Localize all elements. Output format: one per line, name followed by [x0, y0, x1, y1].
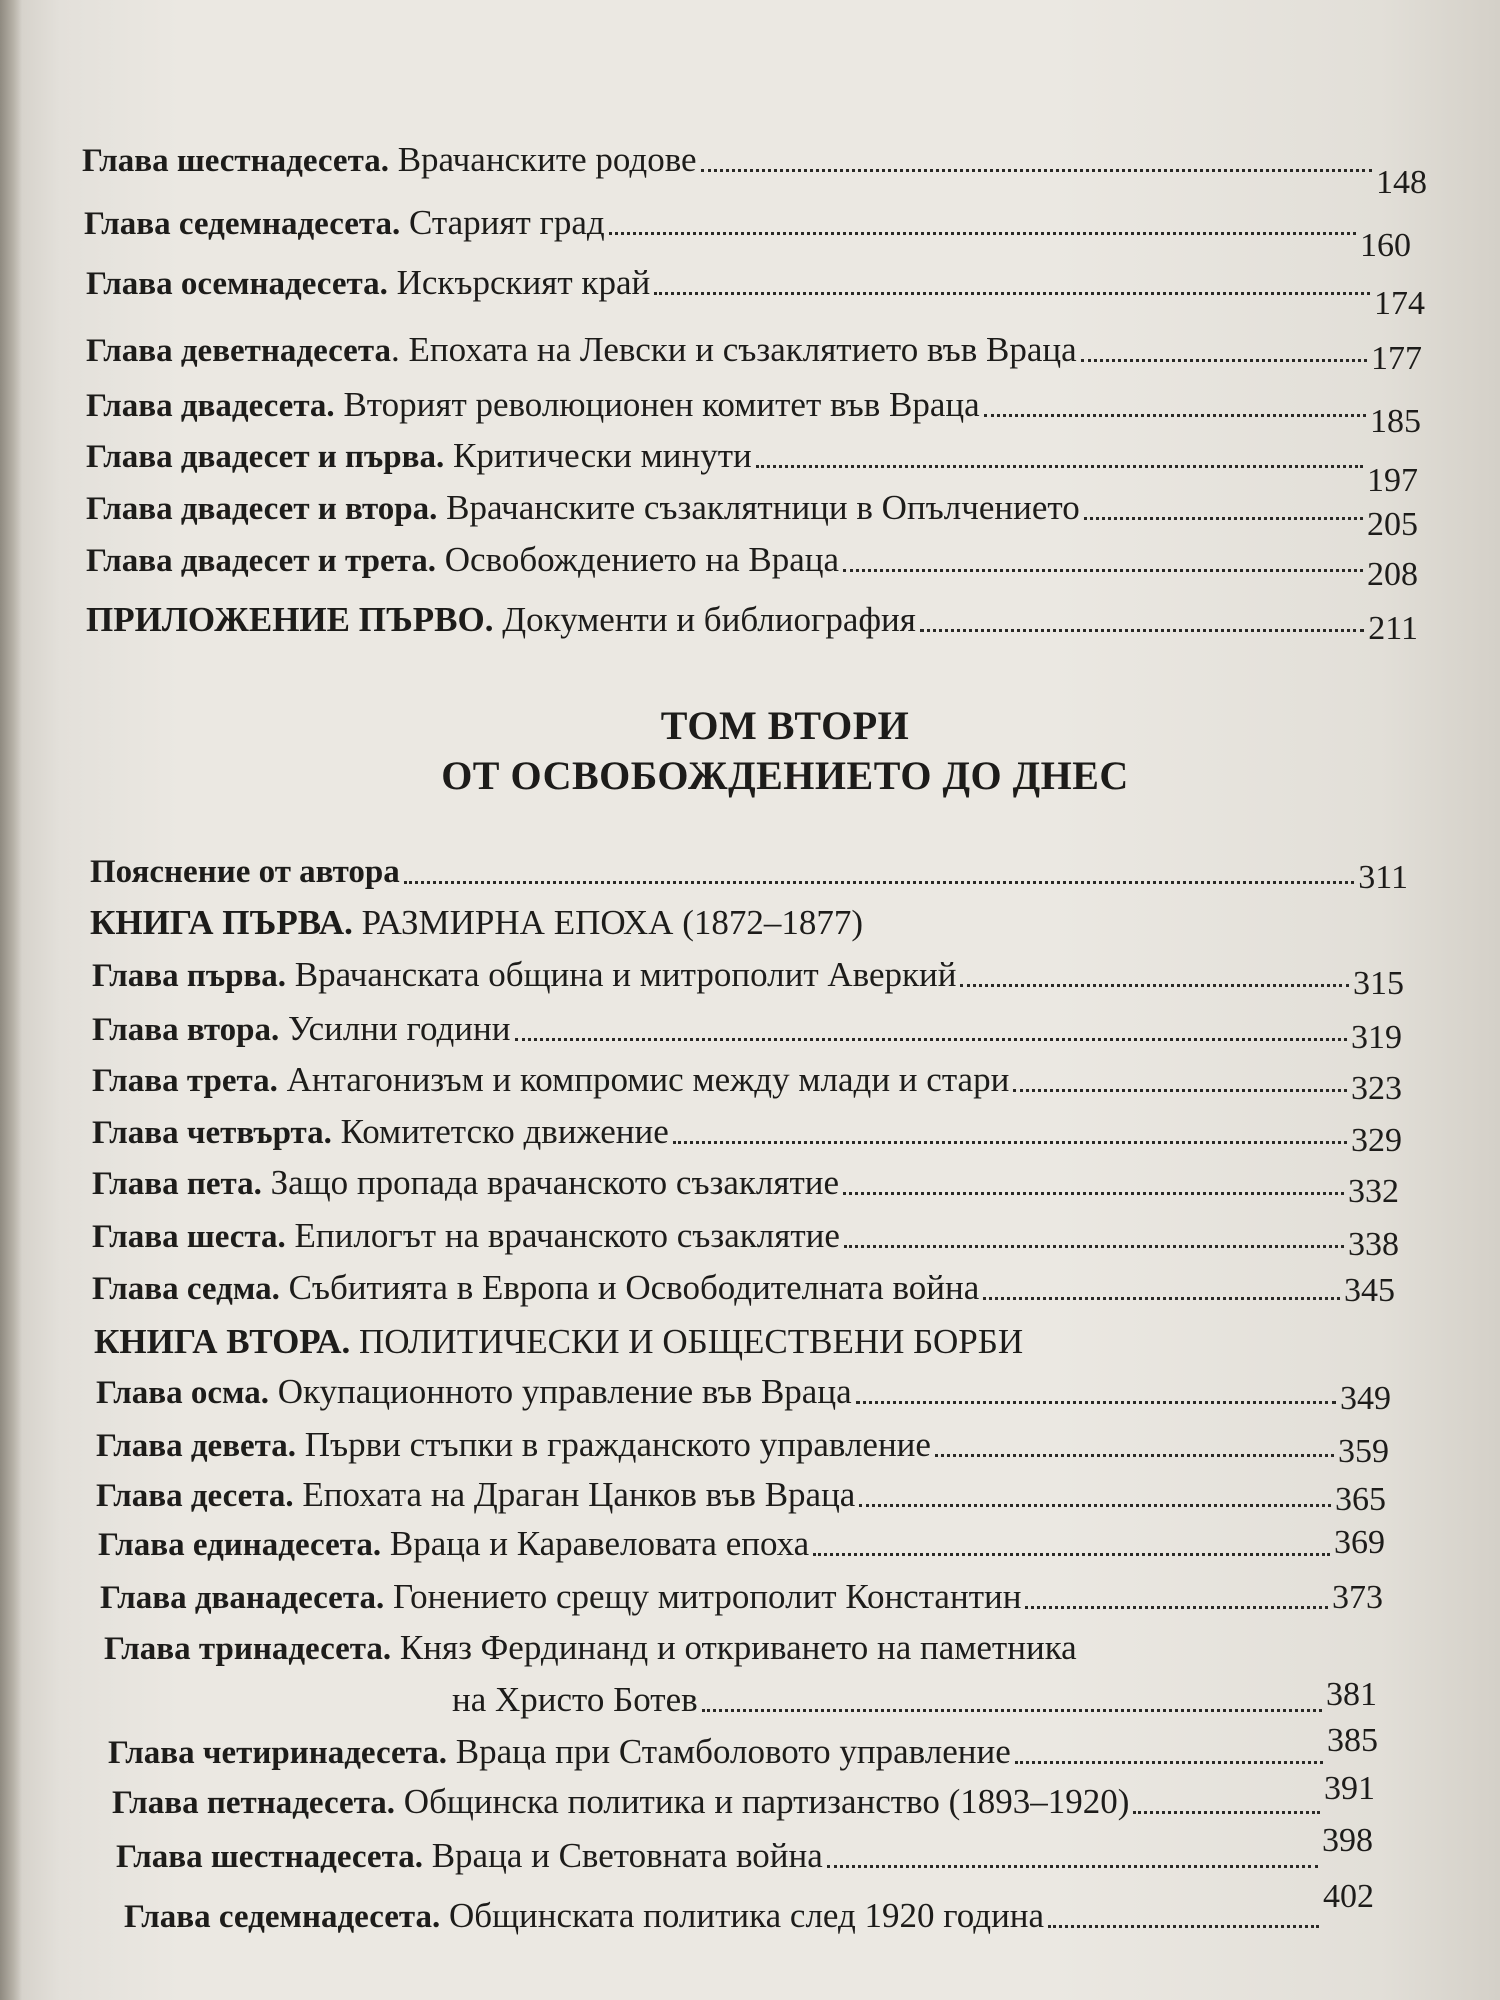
chapter-label: Глава осма. — [96, 1375, 270, 1411]
toc-entry — [92, 1009, 1402, 1056]
dot-leader — [654, 292, 1370, 295]
appendix-label: ПРИЛОЖЕНИЕ ПЪРВО. — [86, 600, 494, 639]
chapter-title: Врачанските съзаклятници в Опълчението — [446, 488, 1080, 527]
chapter-title: . Епохата на Левски и съзаклятието във Враца — [390, 330, 1077, 369]
book-heading — [94, 1322, 1023, 1362]
chapter-label: Глава шестнадесета. — [116, 1839, 423, 1875]
dot-leader — [515, 1038, 1348, 1041]
toc-entry — [104, 1628, 1284, 1669]
dot-leader — [827, 1865, 1318, 1868]
toc-entry — [82, 140, 1427, 201]
toc-entry — [86, 330, 1422, 377]
chapter-title: Враца и Каравеловата епоха — [389, 1524, 810, 1563]
chapter-title: Критически минути — [452, 436, 752, 475]
dot-leader — [844, 1245, 1344, 1248]
page-number: 174 — [1374, 285, 1425, 322]
chapter-label: Глава четвърта. — [92, 1115, 332, 1151]
toc-entry — [86, 385, 1421, 440]
chapter-label: Глава десета. — [96, 1478, 294, 1514]
volume-title: ТОМ ВТОРИ — [660, 703, 910, 748]
dot-leader — [843, 1192, 1344, 1195]
chapter-title: Окупационното управление във Враца — [277, 1372, 852, 1411]
page-number: 208 — [1367, 556, 1418, 593]
chapter-label: Глава трета. — [92, 1063, 278, 1099]
page-number: 369 — [1334, 1524, 1385, 1561]
chapter-title: Събитията в Европа и Освободителната война — [288, 1268, 980, 1307]
chapter-label: Глава първа. — [92, 958, 287, 994]
chapter-label: Глава единадесета. — [98, 1527, 382, 1563]
toc-entry — [96, 1475, 1386, 1516]
toc-entry — [92, 955, 1404, 1002]
page-number: 359 — [1338, 1433, 1389, 1470]
preface-label: Пояснение от автора — [90, 854, 400, 890]
chapter-label: Глава тринадесета. — [104, 1631, 392, 1667]
toc-entry — [96, 1372, 1391, 1417]
page-number: 398 — [1322, 1822, 1373, 1859]
toc-entry — [92, 1216, 1399, 1263]
toc-entry — [92, 1268, 1395, 1309]
page-number: 329 — [1351, 1122, 1402, 1159]
dot-leader — [1081, 359, 1367, 362]
page-number: 315 — [1353, 965, 1404, 1002]
page-number: 185 — [1370, 403, 1421, 440]
chapter-label: Глава двадесет и първа. — [86, 439, 445, 475]
page-number: 148 — [1376, 164, 1427, 201]
chapter-title: Гонението срещу митрополит Константин — [392, 1577, 1022, 1616]
chapter-label: Глава четиринадесета. — [108, 1735, 448, 1771]
page-number: 345 — [1344, 1272, 1395, 1309]
page-number: 319 — [1351, 1019, 1402, 1056]
toc-entry — [108, 1722, 1378, 1773]
dot-leader — [859, 1504, 1331, 1507]
page-number: 373 — [1332, 1579, 1383, 1616]
page-number: 160 — [1360, 227, 1411, 264]
toc-entry — [92, 1163, 1399, 1210]
chapter-title: Старият град — [409, 203, 605, 242]
dot-leader — [673, 1141, 1347, 1144]
book-label: КНИГА ПЪРВА. — [90, 903, 353, 942]
page-number: 205 — [1367, 506, 1418, 543]
dot-leader — [756, 465, 1363, 468]
dot-leader — [1084, 517, 1363, 520]
chapter-label: Глава петнадесета. — [112, 1785, 396, 1821]
dot-leader — [404, 881, 1354, 884]
chapter-label: Глава дванадесета. — [100, 1580, 385, 1616]
toc-entry — [92, 1112, 1402, 1159]
toc-entry — [86, 540, 1418, 593]
chapter-label: Глава шестнадесета. — [82, 143, 389, 179]
dot-leader — [983, 1297, 1340, 1300]
page-number: 311 — [1358, 859, 1408, 896]
chapter-label: Глава девета. — [96, 1428, 297, 1464]
page-number: 211 — [1368, 610, 1418, 647]
dot-leader — [702, 1709, 1322, 1712]
toc-entry — [124, 1878, 1374, 1937]
dot-leader — [1133, 1811, 1320, 1814]
chapter-title: Враца при Стамболовото управление — [455, 1732, 1011, 1771]
toc-entry — [84, 203, 1411, 264]
chapter-label: Глава шеста. — [92, 1219, 286, 1255]
chapter-title: Антагонизъм и компромис между млади и стари — [286, 1060, 1010, 1099]
chapter-title: Врачанските родове — [397, 140, 697, 179]
chapter-label: Глава седемнадесета. — [84, 206, 401, 242]
toc-entry — [98, 1524, 1385, 1565]
toc-entry — [86, 600, 1418, 647]
dot-leader — [1015, 1761, 1323, 1764]
book-title: ПОЛИТИЧЕСКИ И ОБЩЕСТВЕНИ БОРБИ — [358, 1322, 1024, 1361]
dot-leader — [701, 169, 1372, 172]
dot-leader — [920, 629, 1364, 632]
page-number: 323 — [1351, 1070, 1402, 1107]
page-number: 349 — [1340, 1380, 1391, 1417]
toc-entry — [100, 1577, 1383, 1618]
toc-entry — [116, 1822, 1373, 1877]
chapter-title: Първи стъпки в гражданското управление — [304, 1425, 931, 1464]
book-heading — [90, 903, 863, 943]
toc-entry — [92, 1060, 1402, 1107]
toc-entry — [86, 263, 1425, 322]
chapter-label: Глава двадесета. — [86, 388, 335, 424]
toc-entry — [96, 1425, 1389, 1470]
chapter-title: Епохата на Драган Цанков във Враца — [302, 1475, 856, 1514]
chapter-label: Глава двадесет и трета. — [86, 543, 437, 579]
chapter-label: Глава седма. — [92, 1271, 280, 1307]
chapter-title: Враца и Световната война — [431, 1836, 823, 1875]
dot-leader — [960, 984, 1349, 987]
page-number: 381 — [1326, 1676, 1377, 1713]
chapter-title: Защо пропада врачанското съзаклятие — [270, 1163, 840, 1202]
page-number: 177 — [1371, 340, 1422, 377]
chapter-label: Глава деветнадесета — [86, 333, 391, 369]
dot-leader — [1048, 1925, 1319, 1928]
page-number: 332 — [1348, 1173, 1399, 1210]
dot-leader — [813, 1553, 1330, 1556]
page-number: 402 — [1323, 1878, 1374, 1915]
volume-subtitle: ОТ ОСВОБОЖДЕНИЕТО ДО ДНЕС — [441, 753, 1129, 798]
chapter-title: Общинска политика и партизанство (1893–1920) — [403, 1782, 1130, 1821]
page-number: 391 — [1324, 1770, 1375, 1807]
book-title: РАЗМИРНА ЕПОХА (1872–1877) — [361, 903, 864, 942]
chapter-title: Общинската политика след 1920 година — [449, 1896, 1045, 1935]
chapter-title: Врачанската община и митрополит Аверкий — [294, 955, 957, 994]
page-number: 385 — [1327, 1722, 1378, 1759]
appendix-title: Документи и библиография — [502, 600, 916, 639]
chapter-title: Княз Фердинанд и откриването на паметника — [399, 1628, 1077, 1667]
toc-entry — [86, 436, 1418, 499]
chapter-title: Усилни години — [288, 1009, 511, 1048]
dot-leader — [935, 1454, 1334, 1457]
chapter-label: Глава втора. — [92, 1012, 280, 1048]
chapter-label: Глава пета. — [92, 1166, 262, 1202]
page-number: 197 — [1367, 462, 1418, 499]
toc-entry-continuation — [452, 1676, 1377, 1721]
chapter-title: Освобождението на Враца — [444, 540, 840, 579]
dot-leader — [984, 414, 1366, 417]
page-number: 338 — [1348, 1226, 1399, 1263]
toc-entry — [112, 1770, 1375, 1823]
chapter-title-continuation: на Христо Ботев — [452, 1680, 698, 1719]
toc-entry — [86, 488, 1418, 543]
dot-leader — [1013, 1089, 1347, 1092]
toc-entry-preface — [90, 852, 1408, 896]
chapter-label: Глава седемнадесета. — [124, 1899, 441, 1935]
dot-leader — [843, 569, 1363, 572]
chapter-title: Искърският край — [396, 263, 651, 302]
chapter-label: Глава осемнадесета. — [86, 266, 388, 302]
page-number: 365 — [1335, 1481, 1386, 1518]
chapter-title: Вторият революционен комитет във Враца — [343, 385, 980, 424]
book-label: КНИГА ВТОРА. — [94, 1322, 351, 1361]
chapter-title: Епилогът на врачанското съзаклятие — [294, 1216, 840, 1255]
dot-leader — [609, 232, 1356, 235]
chapter-title: Комитетско движение — [340, 1112, 669, 1151]
chapter-label: Глава двадесет и втора. — [86, 491, 438, 527]
dot-leader — [856, 1401, 1336, 1404]
dot-leader — [1025, 1606, 1328, 1609]
